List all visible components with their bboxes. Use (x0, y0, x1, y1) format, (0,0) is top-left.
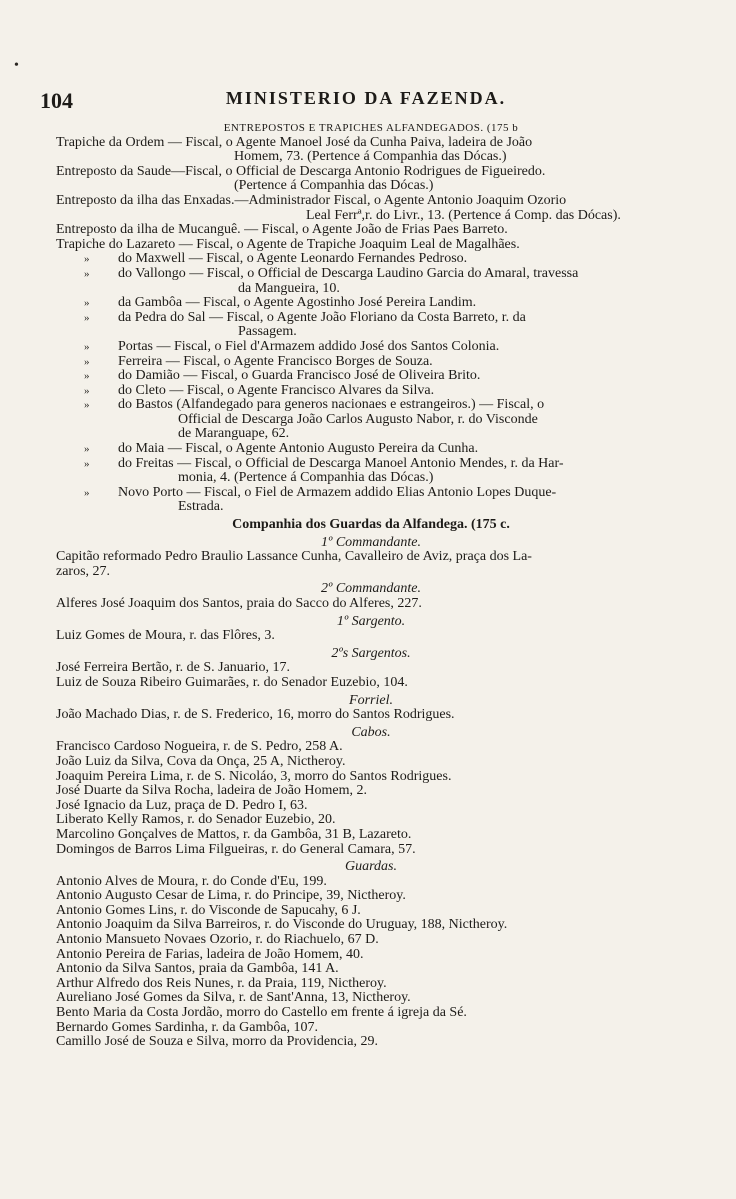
list-item (56, 296, 686, 311)
list-item: Antonio Pereira de Farias, ladeira de João Homem, 40. (56, 947, 364, 962)
list-item (56, 340, 686, 355)
list-item: Antonio Gomes Lins, r. do Visconde de Sapucahy, 6 J. (56, 903, 361, 918)
entry-text: Estrada. (178, 500, 224, 515)
bullet-mark: » (84, 355, 90, 368)
rank-title: 1º Sargento. (336, 614, 406, 629)
entry-text: Passagem. (238, 325, 297, 340)
list-item (56, 486, 686, 501)
list-item: Aureliano José Gomes da Silva, r. de Sant'Anna, 13, Nictheroy. (56, 991, 411, 1006)
list-item (56, 311, 686, 326)
list-item: Antonio Alves de Moura, r. do Conde d'Eu, 199. (56, 874, 327, 889)
list-item: José Ignacio da Luz, praça de D. Pedro I, 63. (56, 798, 308, 813)
bullet-mark (56, 471, 118, 486)
rank-title: 2º Commandante. (320, 582, 421, 597)
list-item (56, 442, 686, 457)
list-item: José Ferreira Bertão, r. de S. Januario, 17. (56, 661, 291, 676)
bullet-mark: » (84, 443, 90, 456)
entry-text: de Maranguape, 62. (178, 427, 290, 442)
entry-text: do Vallongo — Fiscal, o Official de Descarga Laudino Garcia do Amaral, travessa (118, 266, 579, 281)
list-item (56, 252, 686, 267)
list-item: Alferes José Joaquim dos Santos, praia do Sacco do Alferes, 227. (56, 597, 422, 611)
list-item (56, 471, 686, 486)
entry-text: da Pedra do Sal — Fiscal, o Agente João Floriano da Costa Barreto, r. da (118, 310, 526, 325)
list-item: Camillo José de Souza e Silva, morro da Providencia, 29. (56, 1035, 378, 1050)
list-item: Leal Ferrª,r. do Livr., 13. (Pertence á Comp. das Dócas). (306, 208, 621, 223)
entry-text: Ferreira — Fiscal, o Agente Francisco Borges de Souza. (118, 354, 433, 369)
list-item: Luiz Gomes de Moura, r. das Flôres, 3. (56, 629, 275, 644)
list-item (56, 369, 686, 384)
rank-title: 1º Commandante. (320, 535, 421, 550)
list-item: Trapiche da Ordem — Fiscal, o Agente Manoel José da Cunha Paiva, ladeira de João (56, 135, 533, 150)
list-item: João Luiz da Silva, Cova da Onça, 25 A, Nictheroy. (56, 754, 346, 769)
list-item (56, 398, 686, 413)
bullet-mark (56, 427, 118, 442)
section-heading: Companhia dos Guardas da Alfandega. (175 c. (232, 518, 510, 533)
list-item: (Pertence á Companhia das Dócas.) (234, 179, 434, 194)
entry-text: do Damião — Fiscal, o Guarda Francisco José de Oliveira Brito. (118, 369, 481, 384)
bullet-mark: » (84, 486, 90, 499)
rank-title: Guardas. (345, 860, 397, 875)
list-item: Entreposto da Saude—Fiscal, o Official de Descarga Antonio Rodrigues de Figueiredo. (56, 164, 546, 179)
list-item: Luiz de Souza Ribeiro Guimarães, r. do Senador Euzebio, 104. (56, 675, 408, 690)
stray-mark: • (14, 58, 19, 73)
list-item: Antonio da Silva Santos, praia da Gambôa, 141 A. (56, 962, 339, 977)
list-item: Entreposto da ilha de Mucanguê. — Fiscal, o Agente João de Frias Paes Barreto. (56, 223, 508, 238)
list-item (56, 325, 686, 340)
list-item: João Machado Dias, r. de S. Frederico, 16, morro do Santos Rodrigues. (56, 708, 455, 723)
bullet-mark: » (84, 297, 90, 310)
list-item: Entreposto da ilha das Enxadas.—Administrador Fiscal, o Agente Antonio Joaquim Ozorio (56, 193, 567, 208)
entry-text: do Bastos (Alfandegado para generos nacionaes e estrangeiros.) — Fiscal, o (118, 398, 545, 413)
list-item (56, 457, 686, 472)
page-number: 104 (40, 88, 73, 113)
list-item: Francisco Cardoso Nogueira, r. de S. Pedro, 258 A. (56, 740, 343, 755)
bullet-mark: » (84, 253, 90, 266)
rank-title: 2ºs Sargentos. (331, 646, 411, 661)
bullet-mark: » (84, 457, 90, 470)
list-item: Bento Maria da Costa Jordão, morro do Castello em frente á igreja da Sé. (56, 1006, 467, 1021)
bullet-mark: » (84, 340, 90, 353)
list-item: Joaquim Pereira Lima, r. de S. Nicoláo, 3, morro do Santos Rodrigues. (56, 769, 452, 784)
list-item: Antonio Augusto Cesar de Lima, r. do Principe, 39, Nictheroy. (56, 889, 406, 904)
list-item: Liberato Kelly Ramos, r. do Senador Euzebio, 20. (56, 813, 336, 828)
list-item (56, 413, 686, 428)
rank-title: Forriel. (349, 693, 393, 708)
entry-text: da Gambôa — Fiscal, o Agente Agostinho José Pereira Landim. (118, 296, 477, 311)
page-header (36, 88, 696, 112)
list-item (56, 384, 686, 399)
list-item (56, 500, 686, 515)
rank-title: Cabos. (351, 725, 391, 740)
bullet-mark (56, 500, 118, 515)
list-item: José Duarte da Silva Rocha, ladeira de João Homem, 2. (56, 784, 368, 799)
list-item: Trapiche do Lazareto — Fiscal, o Agente de Trapiche Joaquim Leal de Magalhães. (56, 237, 520, 252)
bullet-mark: » (84, 370, 90, 383)
list-item: Homem, 73. (Pertence á Companhia das Dócas.) (234, 150, 507, 165)
bullet-mark (56, 413, 118, 428)
entrepostos-list (56, 136, 686, 253)
bullet-mark (56, 282, 118, 297)
bullet-mark: » (84, 399, 90, 412)
trapiches-list (56, 252, 686, 515)
entry-text: Portas — Fiscal, o Fiel d'Armazem addido José dos Santos Colonia. (118, 339, 500, 354)
list-item: Bernardo Gomes Sardinha, r. da Gambôa, 107. (56, 1020, 319, 1035)
entry-text: do Cleto — Fiscal, o Agente Francisco Alvares da Silva. (118, 383, 435, 398)
list-item: Domingos de Barros Lima Filgueiras, r. do General Camara, 57. (56, 842, 416, 857)
entry-text: da Mangueira, 10. (238, 281, 340, 296)
page-content (56, 121, 686, 1050)
bullet-mark: » (84, 267, 90, 280)
bullet-mark: » (84, 384, 90, 397)
section-heading: ENTREPOSTOS E TRAPICHES ALFANDEGADOS. (175 b (223, 122, 519, 134)
running-title: MINISTERIO DA FAZENDA. (225, 88, 507, 108)
list-item: Antonio Mansueto Novaes Ozorio, r. do Riachuelo, 67 D. (56, 933, 379, 948)
list-item: Antonio Joaquim da Silva Barreiros, r. do Visconde do Uruguay, 188, Nictheroy. (56, 918, 508, 933)
entry-text: Novo Porto — Fiscal, o Fiel de Armazem addido Elias Antonio Lopes Duque- (118, 485, 557, 500)
list-item (56, 267, 686, 282)
bullet-mark: » (84, 311, 90, 324)
list-item (56, 355, 686, 370)
entry-text: do Freitas — Fiscal, o Official de Descarga Manoel Antonio Mendes, r. da Har- (118, 456, 564, 471)
bullet-mark (56, 325, 118, 340)
entry-text: do Maia — Fiscal, o Agente Antonio Augusto Pereira da Cunha. (118, 442, 479, 457)
guardas-company-list (56, 536, 686, 1050)
list-item (56, 282, 686, 297)
list-item: Arthur Alfredo dos Reis Nunes, r. da Praia, 119, Nictheroy. (56, 976, 387, 991)
list-item (56, 427, 686, 442)
entry-text: do Maxwell — Fiscal, o Agente Leonardo Fernandes Pedroso. (118, 252, 468, 267)
entry-text: Official de Descarga João Carlos Augusto Nabor, r. do Visconde (178, 412, 538, 427)
list-item: Capitão reformado Pedro Braulio Lassance Cunha, Cavalleiro de Aviz, praça dos La- (56, 550, 532, 565)
entry-text: monia, 4. (Pertence á Companhia das Dócas.) (178, 471, 434, 486)
list-item: Marcolino Gonçalves de Mattos, r. da Gambôa, 31 B, Lazareto. (56, 827, 412, 842)
list-item: zaros, 27. (56, 564, 111, 579)
